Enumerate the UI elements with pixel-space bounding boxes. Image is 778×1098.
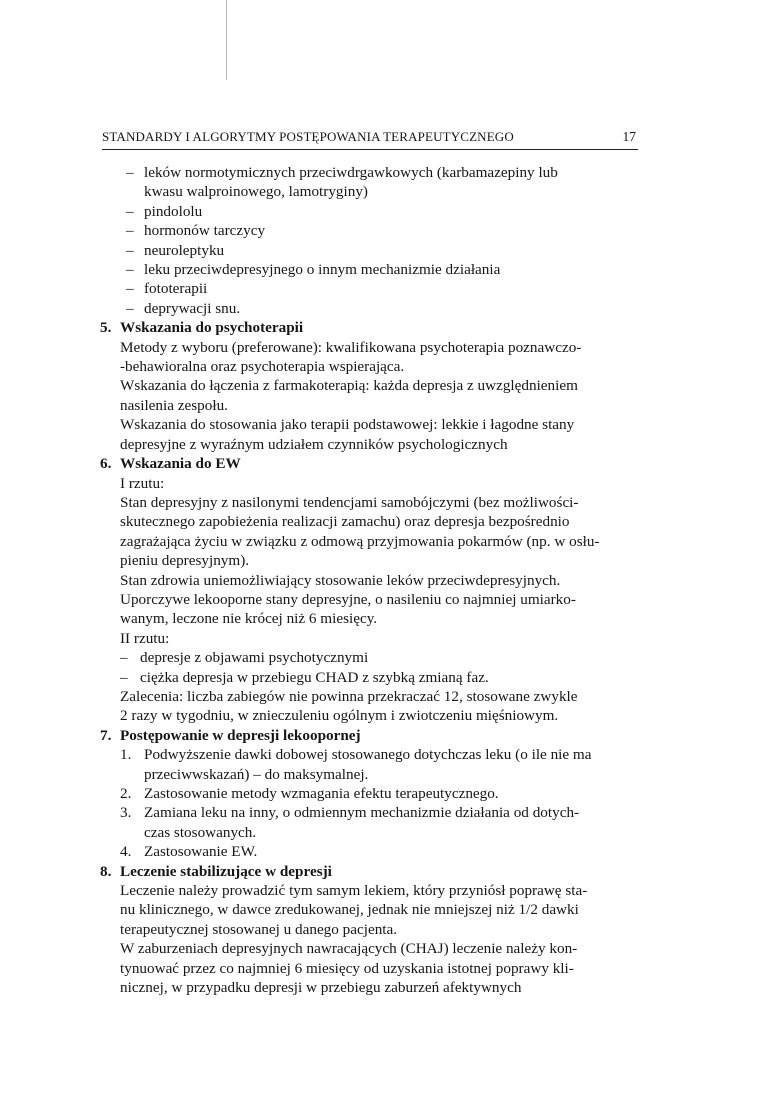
list-item: – neuroleptyku (100, 241, 640, 260)
running-header (102, 129, 638, 150)
header-title: STANDARDY I ALGORYTMY POSTĘPOWANIA TERAPEUTYCZNEGO (102, 129, 514, 144)
list-item: – leku przeciwdepresyjnego o innym mechanizmie działania (100, 260, 640, 279)
list-item: – leków normotymicznych przeciwdrgawkowych (karbamazepiny lub kwasu walproinowego, lamotryginy) (100, 163, 640, 202)
list-item: 3. Zamiana leku na inny, o odmiennym mechanizmie działania od dotych- czas stosowanych. (120, 804, 580, 841)
list-item: – hormonów tarczycy (100, 221, 640, 240)
section-6-heading: 6. Wskazania do EW (100, 455, 241, 473)
section-6-text: I rzutu: Stan depresyjny z nasilonymi tendencjami samobójczymi (bez możliwości- skutecznego zapobieżenia realizacji zamachu) oraz depresja bezpośrednio zagrażająca życiu w związku z odmową przyjmowania pokarmów (np. w osłu- pieniu depresyjnym). Stan zdrowia uniemożliwiający stosowanie leków przeciwdepresyjnych. Uporczywe lekooporne stany depresyjne, o nasileniu co najmniej umiarko- wanym, leczone nie krócej niż 6 miesięcy. II rzutu: (120, 474, 600, 647)
section-8-text: Leczenie należy prowadzić tym samym lekiem, który przyniósł poprawę sta- nu klinicznego, w dawce zredukowanej, jednak nie mniejszej niż 1/2 dawki terapeutycznej stosowanej u danego pacjenta. W zaburzeniach depresyjnych nawracających (CHAJ) leczenie należy kon- tynuować przez co najmniej 6 miesięcy od uzyskania istotnej poprawy kli- nicznej, w przypadku depresji w przebiegu zaburzeń afektywnych (120, 882, 588, 997)
section-8-heading: 8. Leczenie stabilizujące w depresji (100, 862, 332, 880)
section-7-heading: 7. Postępowanie w depresji lekoopornej (100, 726, 361, 744)
list-item: 2. Zastosowanie metody wzmagania efektu terapeutycznego. (120, 785, 499, 802)
section-5-heading: 5. Wskazania do psychoterapii (100, 319, 304, 337)
page-body (100, 163, 640, 997)
page-number: 17 (622, 129, 636, 144)
list-item: – ciężka depresja w przebiegu CHAD z szybką zmianą faz. (120, 668, 640, 687)
crop-mark (226, 0, 227, 80)
section-6-recommendation: Zalecenia: liczba zabiegów nie powinna przekraczać 12, stosowane zwykle 2 razy w tygodniu, w znieczuleniu ogólnym i zwiotczeniu mięśniowym. (120, 687, 578, 725)
list-item: – depresje z objawami psychotycznymi (120, 648, 640, 667)
section-5-text: Metody z wyboru (preferowane): kwalifikowana psychoterapia poznawczo- -behawioralna oraz psychoterapia wspierająca. Wskazania do łączenia z farmakoterapią: każda depresja z uwzględnieniem nasilenia zespołu. Wskazania do stosowania jako terapii podstawowej: lekkie i łagodne stany depresyjne z wyraźnym udziałem czynników psychologicznych (120, 338, 582, 453)
list-item: – fototerapii (100, 279, 640, 298)
list-item: – pindololu (100, 202, 640, 221)
list-item: – deprywacji snu. (100, 299, 640, 318)
list-item: 1. Podwyższenie dawki dobowej stosowanego dotychczas leku (o ile nie ma przeciwwskazań) – do maksymalnej. (120, 746, 592, 783)
list-item: 4. Zastosowanie EW. (120, 843, 258, 861)
